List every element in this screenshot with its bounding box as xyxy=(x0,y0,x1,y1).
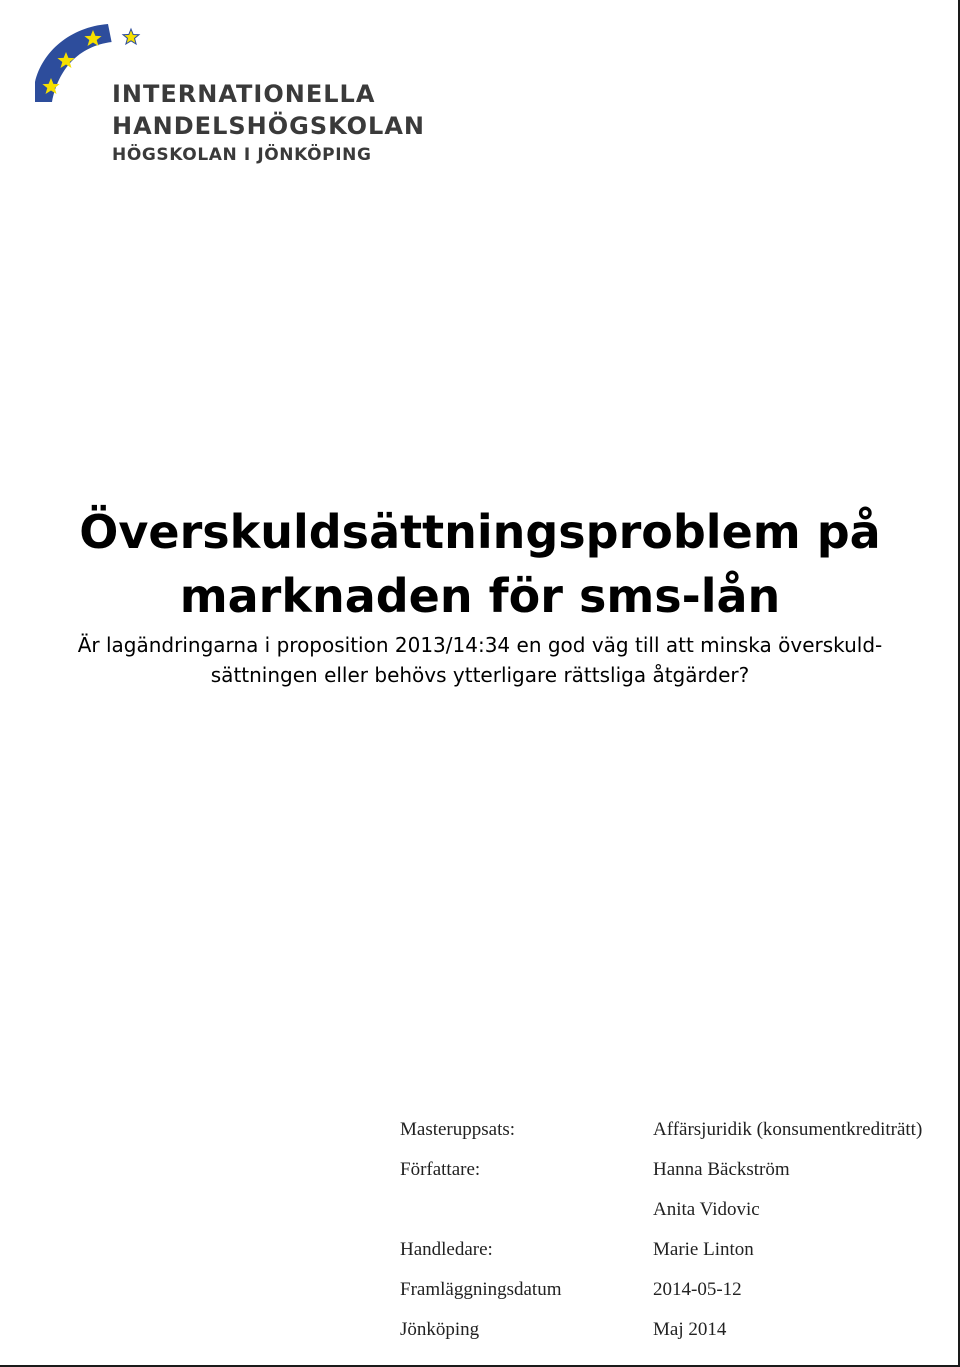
info-row-thesis-type xyxy=(400,1116,960,1156)
info-value: Marie Linton xyxy=(653,1239,754,1260)
info-value: Anita Vidovic xyxy=(653,1199,760,1220)
subtitle-line2: sättningen eller behövs ytterligare rättsliga åtgärder? xyxy=(210,663,750,687)
subtitle-line1: Är lagändringarna i proposition 2013/14:34 en god väg till att minska överskuld- xyxy=(77,633,883,657)
university-logo xyxy=(30,22,430,172)
info-label xyxy=(400,1196,653,1236)
info-row-supervisor xyxy=(400,1236,960,1276)
info-label: Masteruppsats: xyxy=(400,1119,516,1140)
info-row-place-date xyxy=(400,1316,960,1356)
info-label: Framläggningsdatum xyxy=(400,1279,562,1300)
info-label: Handledare: xyxy=(400,1239,493,1260)
info-value: 2014-05-12 xyxy=(653,1279,742,1300)
info-value: Hanna Bäckström xyxy=(653,1159,790,1180)
info-value: Affärsjuridik (konsumentkrediträtt) xyxy=(653,1119,923,1140)
logo-text-line1: INTERNATIONELLA xyxy=(112,80,376,108)
title-line1: Överskuldsättningsproblem på xyxy=(79,505,881,559)
thesis-info-table xyxy=(400,1116,960,1356)
info-label: Författare: xyxy=(400,1159,481,1180)
document-subtitle xyxy=(40,630,920,690)
document-title xyxy=(0,500,960,628)
info-value: Maj 2014 xyxy=(653,1319,727,1340)
info-label: Jönköping xyxy=(400,1319,480,1340)
info-row-authors xyxy=(400,1156,960,1196)
logo-text-line3: HÖGSKOLAN I JÖNKÖPING xyxy=(112,145,372,165)
logo-text-line2: HANDELSHÖGSKOLAN xyxy=(112,112,425,140)
star-icon xyxy=(123,29,139,44)
title-line2: marknaden för sms-lån xyxy=(179,569,781,623)
info-row-authors-cont xyxy=(400,1196,960,1236)
info-row-presentation-date xyxy=(400,1276,960,1316)
